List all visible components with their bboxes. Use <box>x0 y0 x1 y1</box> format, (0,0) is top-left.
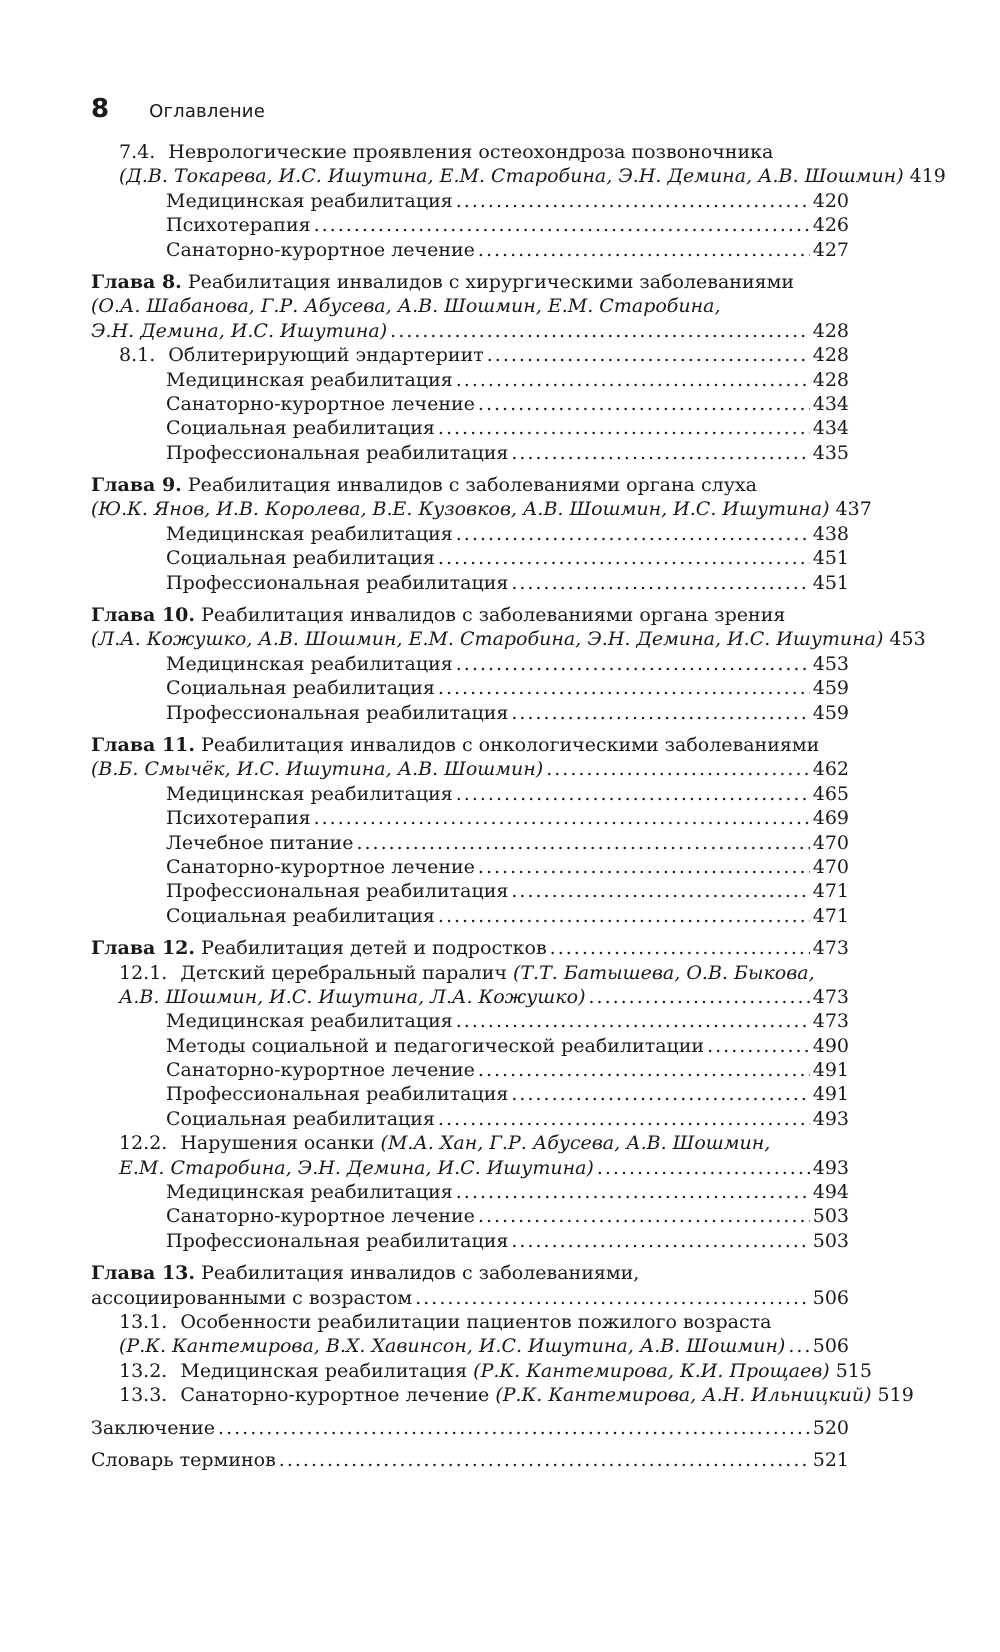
conclusion <box>91 1416 849 1440</box>
toc-entry[interactable]: Медицинская реабилитация ..... 465 <box>91 782 849 806</box>
toc-entry[interactable]: Медицинская реабилитация ..... 453 <box>91 652 849 676</box>
page-number: 8 <box>91 94 110 124</box>
toc-entry[interactable]: Санаторно-курортное лечение ..... 470 <box>91 855 849 879</box>
toc-chapter-title[interactable]: Глава 11. Реабилитация инвалидов с онкологическими заболеваниями <box>91 733 820 756</box>
chapter-12 <box>91 936 849 1253</box>
chapter-8 <box>91 270 849 465</box>
chapter-10 <box>91 603 926 725</box>
chapter-13 <box>91 1261 914 1407</box>
toc-entry[interactable]: Лечебное питание ..... 470 <box>91 831 849 855</box>
toc-entry[interactable]: Профессиональная реабилитация ..... 503 <box>91 1229 849 1253</box>
toc-entry[interactable]: Профессиональная реабилитация ..... 435 <box>91 441 849 465</box>
toc-entry[interactable]: Профессиональная реабилитация ..... 459 <box>91 701 849 725</box>
toc-entry[interactable]: (Л.А. Кожушко, А.В. Шошмин, Е.М. Старобина, Э.Н. Демина, И.С. Ишутина) 453 <box>91 628 926 651</box>
toc-section-title[interactable]: 12.1. Детский церебральный паралич (Т.Т. Батышева, О.В. Быкова, <box>119 961 815 984</box>
toc-chapter-title[interactable]: Глава 9. Реабилитация инвалидов с заболеваниями органа слуха <box>91 474 757 497</box>
toc-entry[interactable]: Методы социальной и педагогической реабилитации ..... 490 <box>91 1034 849 1058</box>
toc-entry[interactable]: Е.М. Старобина, Э.Н. Демина, И.С. Ишутина) ..... 493 <box>91 1156 849 1180</box>
toc-entry[interactable]: Психотерапия ..... 426 <box>91 213 849 237</box>
toc-entry[interactable]: Санаторно-курортное лечение ..... 503 <box>91 1204 849 1228</box>
chapter-9 <box>91 473 872 595</box>
toc-entry[interactable]: Словарь терминов ..... 521 <box>91 1448 849 1472</box>
toc-entry[interactable]: (Ю.К. Янов, И.В. Королева, В.Е. Кузовков, А.В. Шошмин, И.С. Ишутина) 437 <box>91 498 872 521</box>
toc-entry[interactable]: Медицинская реабилитация ..... 494 <box>91 1180 849 1204</box>
toc-entry[interactable]: (Р.К. Кантемирова, В.Х. Хавинсон, И.С. Ишутина, А.В. Шошмин) ..... 506 <box>91 1334 849 1358</box>
toc-authors: (Д.В. Токарева, И.С. Ишутина, Е.М. Старобина, Э.Н. Демина, А.В. Шошмин) <box>119 165 904 188</box>
toc-chapter-title[interactable]: Глава 10. Реабилитация инвалидов с заболеваниями органа зрения <box>91 604 786 627</box>
toc-entry[interactable]: Медицинская реабилитация ..... 473 <box>91 1009 849 1033</box>
toc-entry[interactable]: 13.3. Санаторно-курортное лечение (Р.К. Кантемирова, А.Н. Ильницкий) 519 <box>119 1384 914 1407</box>
toc-entry[interactable]: Социальная реабилитация ..... 471 <box>91 904 849 928</box>
toc-section-title[interactable]: 13.1. Особенности реабилитации пациентов пожилого возраста <box>119 1310 772 1333</box>
toc-entry[interactable]: А.В. Шошмин, И.С. Ишутина, Л.А. Кожушко) ..... 473 <box>91 985 849 1009</box>
toc-entry[interactable]: Санаторно-курортное лечение ..... 427 <box>91 238 849 262</box>
toc-entry[interactable]: ассоциированными с возрастом ..... 506 <box>91 1286 849 1310</box>
toc-section-title[interactable]: 7.4. Неврологические проявления остеохондроза позвоночника <box>119 141 774 163</box>
toc-entry[interactable]: (В.Б. Смычёк, И.С. Ишутина, А.В. Шошмин) ..... 462 <box>91 757 849 781</box>
glossary <box>91 1448 849 1472</box>
chapter-11 <box>91 733 849 928</box>
toc-entry[interactable]: Санаторно-курортное лечение ..... 491 <box>91 1058 849 1082</box>
toc-entry[interactable]: Медицинская реабилитация ..... 438 <box>91 522 849 546</box>
toc-chapter-title[interactable]: Глава 13. Реабилитация инвалидов с заболеваниями, <box>91 1262 640 1285</box>
running-title: Оглавление <box>149 101 265 122</box>
toc-entry[interactable]: Профессиональная реабилитация ..... 471 <box>91 879 849 903</box>
toc-entry[interactable] <box>91 164 946 188</box>
toc-entry[interactable]: 13.2. Медицинская реабилитация (Р.К. Кантемирова, К.И. Прощаев) 515 <box>119 1359 872 1382</box>
toc-authors-line: (О.А. Шабанова, Г.Р. Абусева, А.В. Шошмин, Е.М. Старобина, <box>91 295 721 318</box>
toc-entry[interactable]: Социальная реабилитация ..... 493 <box>91 1107 849 1131</box>
toc-entry[interactable]: Социальная реабилитация ..... 451 <box>91 546 849 570</box>
toc-entry[interactable]: Профессиональная реабилитация ..... 451 <box>91 571 849 595</box>
toc-entry[interactable]: Профессиональная реабилитация ..... 491 <box>91 1082 849 1106</box>
toc-page: 419 <box>909 165 946 188</box>
toc-entry[interactable]: Санаторно-курортное лечение ..... 434 <box>91 392 849 416</box>
toc-entry[interactable]: Э.Н. Демина, И.С. Ишутина) ..... 428 <box>91 319 849 343</box>
toc-section-title[interactable]: 12.2. Нарушения осанки (М.А. Хан, Г.Р. Абусева, А.В. Шошмин, <box>119 1132 771 1155</box>
toc-entry[interactable]: Социальная реабилитация ..... 434 <box>91 416 849 440</box>
table-of-contents <box>91 140 946 1472</box>
toc-entry[interactable]: Заключение ..... 520 <box>91 1416 849 1440</box>
toc-entry[interactable]: 8.1. Облитерирующий эндартериит ..... 428 <box>91 343 849 367</box>
toc-entry[interactable]: Медицинская реабилитация ..... 420 <box>91 189 849 213</box>
toc-entry[interactable]: Психотерапия ..... 469 <box>91 806 849 830</box>
toc-entry[interactable]: Медицинская реабилитация ..... 428 <box>91 368 849 392</box>
toc-chapter-title[interactable]: Глава 8. Реабилитация инвалидов с хирургическими заболеваниями <box>91 270 795 293</box>
toc-chapter-title[interactable]: Глава 12. Реабилитация детей и подростков ..... 473 <box>91 936 849 960</box>
toc-entry[interactable]: Социальная реабилитация ..... 459 <box>91 676 849 700</box>
page-header <box>91 94 265 134</box>
